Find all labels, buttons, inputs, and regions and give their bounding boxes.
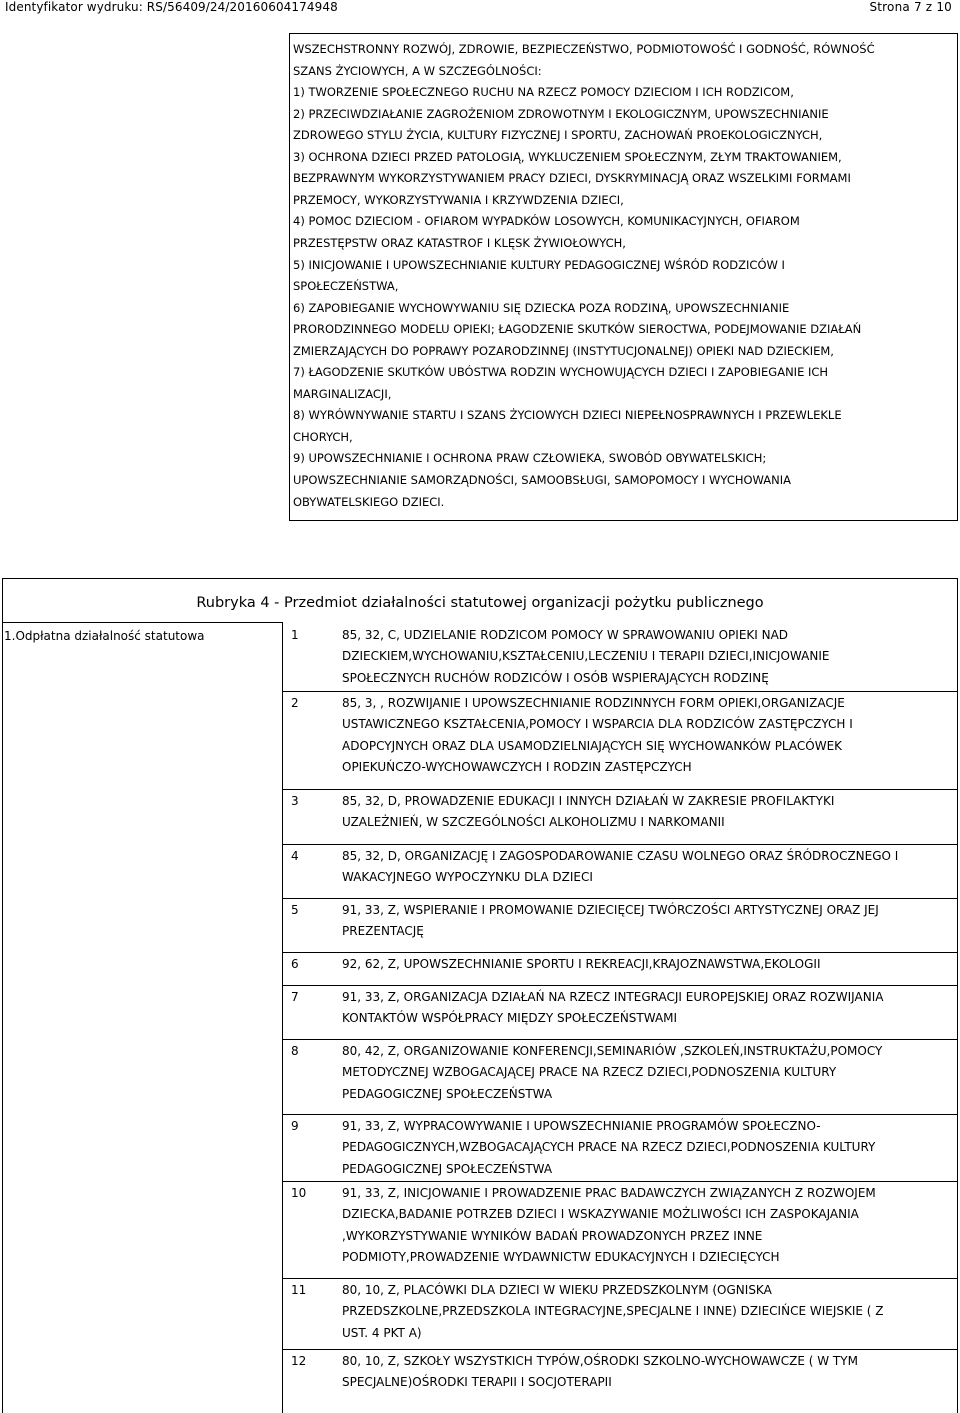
row-separator bbox=[283, 789, 958, 790]
purpose-line: 3) OCHRONA DZIECI PRZED PATOLOGIĄ, WYKLUCZENIEM SPOŁECZNYM, ZŁYM TRAKTOWANIEM, bbox=[293, 149, 842, 164]
purpose-line: SPOŁECZEŃSTWA, bbox=[293, 279, 399, 294]
row-separator bbox=[283, 1039, 958, 1040]
row-separator bbox=[283, 1349, 958, 1350]
row-number: 5 bbox=[291, 903, 299, 917]
purpose-line: CHORYCH, bbox=[293, 429, 353, 444]
row-description-line: 85, 3, , ROZWIJANIE I UPOWSZECHNIANIE RODZINNYCH FORM OPIEKI,ORGANIZACJE bbox=[342, 696, 845, 710]
statutory-purposes-box bbox=[289, 33, 958, 521]
purpose-line: SZANS ŻYCIOWYCH, A W SZCZEGÓLNOŚCI: bbox=[293, 63, 542, 78]
purpose-line: 5) INICJOWANIE I UPOWSZECHNIANIE KULTURY PEDAGOGICZNEJ WŚRÓD RODZICÓW I bbox=[293, 257, 785, 272]
row-number: 7 bbox=[291, 990, 299, 1004]
purpose-line: UPOWSZECHNIANIE SAMORZĄDNOŚCI, SAMOOBSŁUGI, SAMOPOMOCY I WYCHOWANIA bbox=[293, 473, 792, 487]
purpose-line: 7) ŁAGODZENIE SKUTKÓW UBÓSTWA RODZIN WYCHOWUJĄCYCH DZIECI I ZAPOBIEGANIE ICH bbox=[293, 365, 829, 380]
purpose-line: PRZEMOCY, WYKORZYSTYWANIA I KRZYWDZENIA DZIECI, bbox=[293, 192, 624, 207]
row-description-line: OPIEKUŃCZO-WYCHOWAWCZYCH I RODZIN ZASTĘPCZYCH bbox=[342, 760, 692, 775]
row-description-line: METODYCZNEJ WZBOGACAJĄCEJ PRACE NA RZECZ DZIECI,PODNOSZENIA KULTURY bbox=[342, 1065, 837, 1080]
purpose-line: 8) WYRÓWNYWANIE STARTU I SZANS ŻYCIOWYCH DZIECI NIEPEŁNOSPRAWNYCH I PRZEWLEKLE bbox=[293, 408, 842, 423]
purpose-line: 2) PRZECIWDZIAŁANIE ZAGROŻENIOM ZDROWOTNYM I EKOLOGICZNYM, UPOWSZECHNIANIE bbox=[293, 106, 829, 121]
row-description-line: 80, 42, Z, ORGANIZOWANIE KONFERENCJI,SEMINARIÓW ,SZKOLEŃ,INSTRUKTAŻU,POMOCY bbox=[342, 1044, 883, 1058]
row-description-line: SPOŁECZNYCH RUCHÓW RODZICÓW I OSÓB WSPIERAJĄCYCH RODZINĘ bbox=[342, 670, 769, 685]
print-identifier: Identyfikator wydruku: RS/56409/24/20160604174948 bbox=[5, 0, 338, 14]
row-description-line: PEDAGOGICZNEJ SPOŁECZEŃSTWA bbox=[342, 1161, 553, 1176]
purpose-line: OBYWATELSKIEGO DZIECI. bbox=[293, 494, 445, 509]
purpose-line: 9) UPOWSZECHNIANIE I OCHRONA PRAW CZŁOWIEKA, SWOBÓD OBYWATELSKICH; bbox=[293, 451, 767, 466]
row-description-line: UZALEŻNIEŃ, W SZCZEGÓLNOŚCI ALKOHOLIZMU I NARKOMANII bbox=[342, 815, 725, 830]
row-separator bbox=[283, 1181, 958, 1182]
row-description-line: 85, 32, D, ORGANIZACJĘ I ZAGOSPODAROWANIE CZASU WOLNEGO ORAZ ŚRÓDROCZNEGO I bbox=[342, 849, 899, 863]
row-description-line: ,WYKORZYSTYWANIE WYNIKÓW BADAŃ PROWADZONYCH PRZEZ INNE bbox=[342, 1228, 763, 1243]
purpose-line: PRZESTĘPSTW ORAZ KATASTROF I KLĘSK ŻYWIOŁOWYCH, bbox=[293, 235, 626, 250]
row-description-line: 85, 32, C, UDZIELANIE RODZICOM POMOCY W SPRAWOWANIU OPIEKI NAD bbox=[342, 628, 789, 642]
purpose-line: MARGINALIZACJI, bbox=[293, 386, 392, 401]
row-separator bbox=[283, 1114, 958, 1115]
row-separator bbox=[283, 898, 958, 899]
row-separator bbox=[283, 844, 958, 845]
row-description-line: 85, 32, D, PROWADZENIE EDUKACJI I INNYCH DZIAŁAŃ W ZAKRESIE PROFILAKTYKI bbox=[342, 794, 835, 808]
purpose-line: 6) ZAPOBIEGANIE WYCHOWYWANIU SIĘ DZIECKA POZA RODZINĄ, UPOWSZECHNIANIE bbox=[293, 300, 790, 315]
row-number: 1 bbox=[291, 628, 299, 642]
row-description-line: 91, 33, Z, ORGANIZACJA DZIAŁAŃ NA RZECZ INTEGRACJI EUROPEJSKIEJ ORAZ ROZWIJANIA bbox=[342, 990, 884, 1004]
print-header bbox=[0, 0, 960, 16]
purpose-line: ZMIERZAJĄCYCH DO POPRAWY POZARODZINNEJ (INSTYTUCJONALNEJ) OPIEKI NAD DZIECKIEM, bbox=[293, 343, 834, 358]
row-description-line: PRZEDSZKOLNE,PRZEDSZKOLA INTEGRACYJNE,SPECJALNE I INNE) DZIECIŃCE WIEJSKIE ( Z bbox=[342, 1304, 884, 1319]
row-description-line: 80, 10, Z, SZKOŁY WSZYSTKICH TYPÓW,OŚRODKI SZKOLNO-WYCHOWAWCZE ( W TYM bbox=[342, 1354, 858, 1368]
page-number: Strona 7 z 10 bbox=[869, 0, 952, 14]
rubric-4-section bbox=[2, 578, 958, 1413]
purpose-line: WSZECHSTRONNY ROZWÓJ, ZDROWIE, BEZPIECZEŃSTWO, PODMIOTOWOŚĆ I GODNOŚĆ, RÓWNOŚĆ bbox=[293, 42, 875, 56]
row-separator bbox=[283, 985, 958, 986]
row-description-line: 91, 33, Z, INICJOWANIE I PROWADZENIE PRAC BADAWCZYCH ZWIĄZANYCH Z ROZWOJEM bbox=[342, 1186, 876, 1200]
row-description-line: KONTAKTÓW WSPÓŁPRACY MIĘDZY SPOŁECZEŃSTWAMI bbox=[342, 1011, 678, 1026]
row-description-line: 80, 10, Z, PLACÓWKI DLA DZIECI W WIEKU PRZEDSZKOLNYM (OGNISKA bbox=[342, 1283, 772, 1297]
row-number: 9 bbox=[291, 1119, 299, 1133]
row-separator bbox=[283, 1278, 958, 1279]
row-number: 8 bbox=[291, 1044, 299, 1058]
row-number: 12 bbox=[291, 1354, 307, 1368]
row-number: 3 bbox=[291, 794, 299, 808]
row-separator bbox=[283, 952, 958, 953]
section-title: Rubryka 4 - Przedmiot działalności statutowej organizacji pożytku publicznego bbox=[196, 595, 764, 611]
row-description-line: ADOPCYJNYCH ORAZ DLA USAMODZIELNIAJĄCYCH SIĘ WYCHOWANKÓW PLACÓWEK bbox=[342, 738, 843, 753]
purpose-line: ZDROWEGO STYLU ŻYCIA, KULTURY FIZYCZNEJ I SPORTU, ZACHOWAŃ PROEKOLOGICZNYCH, bbox=[293, 128, 823, 143]
activity-type-cell bbox=[2, 622, 283, 1413]
row-number: 2 bbox=[291, 696, 299, 710]
row-description-line: UST. 4 PKT A) bbox=[342, 1325, 422, 1340]
row-description-line: SPECJALNE)OŚRODKI TERAPII I SOCJOTERAPII bbox=[342, 1375, 612, 1390]
purpose-line: 1) TWORZENIE SPOŁECZNEGO RUCHU NA RZECZ POMOCY DZIECIOM I ICH RODZICOM, bbox=[293, 85, 794, 100]
row-description-line: WAKACYJNEGO WYPOCZYNKU DLA DZIECI bbox=[342, 870, 593, 885]
row-description-line: 91, 33, Z, WYPRACOWYWANIE I UPOWSZECHNIANIE PROGRAMÓW SPOŁECZNO- bbox=[342, 1119, 821, 1133]
row-separator bbox=[283, 691, 958, 692]
row-number: 4 bbox=[291, 849, 299, 863]
row-number: 6 bbox=[291, 957, 299, 971]
purpose-line: 4) POMOC DZIECIOM - OFIAROM WYPADKÓW LOSOWYCH, KOMUNIKACYJNYCH, OFIAROM bbox=[293, 214, 800, 229]
activity-type-label: 1.Odpłatna działalność statutowa bbox=[4, 629, 205, 643]
row-description-line: DZIECKA,BADANIE POTRZEB DZIECI I WSKAZYWANIE MOŻLIWOŚCI ICH ZASPOKAJANIA bbox=[342, 1207, 859, 1222]
row-description-line: PEDAGOGICZNEJ SPOŁECZEŃSTWA bbox=[342, 1086, 553, 1101]
row-description-line: PODMIOTY,PROWADZENIE WYDAWNICTW EDUKACYJNYCH I DZIECIĘCYCH bbox=[342, 1250, 780, 1265]
row-description-line: PEDAGOGICZNYCH,WZBOGACAJĄCYCH PRACE NA RZECZ DZIECI,PODNOSZENIA KULTURY bbox=[342, 1140, 876, 1155]
row-description-line: USTAWICZNEGO KSZTAŁCENIA,POMOCY I WSPARCIA DLA RODZICÓW ZASTĘPCZYCH I bbox=[342, 717, 853, 732]
row-description-line: DZIECKIEM,WYCHOWANIU,KSZTAŁCENIU,LECZENIU I TERAPII DZIECI,INICJOWANIE bbox=[342, 649, 830, 664]
purpose-line: BEZPRAWNYM WYKORZYSTYWANIEM PRACY DZIECI, DYSKRYMINACJĄ ORAZ WSZELKIMI FORMAMI bbox=[293, 171, 851, 186]
purpose-line: PRORODZINNEGO MODELU OPIEKI; ŁAGODZENIE SKUTKÓW SIEROCTWA, PODEJMOWANIE DZIAŁAŃ bbox=[293, 322, 862, 337]
row-description-line: PREZENTACJĘ bbox=[342, 924, 424, 939]
row-description-line: 91, 33, Z, WSPIERANIE I PROMOWANIE DZIECIĘCEJ TWÓRCZOŚCI ARTYSTYCZNEJ ORAZ JEJ bbox=[342, 903, 879, 917]
row-description-line: 92, 62, Z, UPOWSZECHNIANIE SPORTU I REKREACJI,KRAJOZNAWSTWA,EKOLOGII bbox=[342, 957, 821, 971]
row-number: 11 bbox=[291, 1283, 307, 1297]
row-number: 10 bbox=[291, 1186, 307, 1200]
